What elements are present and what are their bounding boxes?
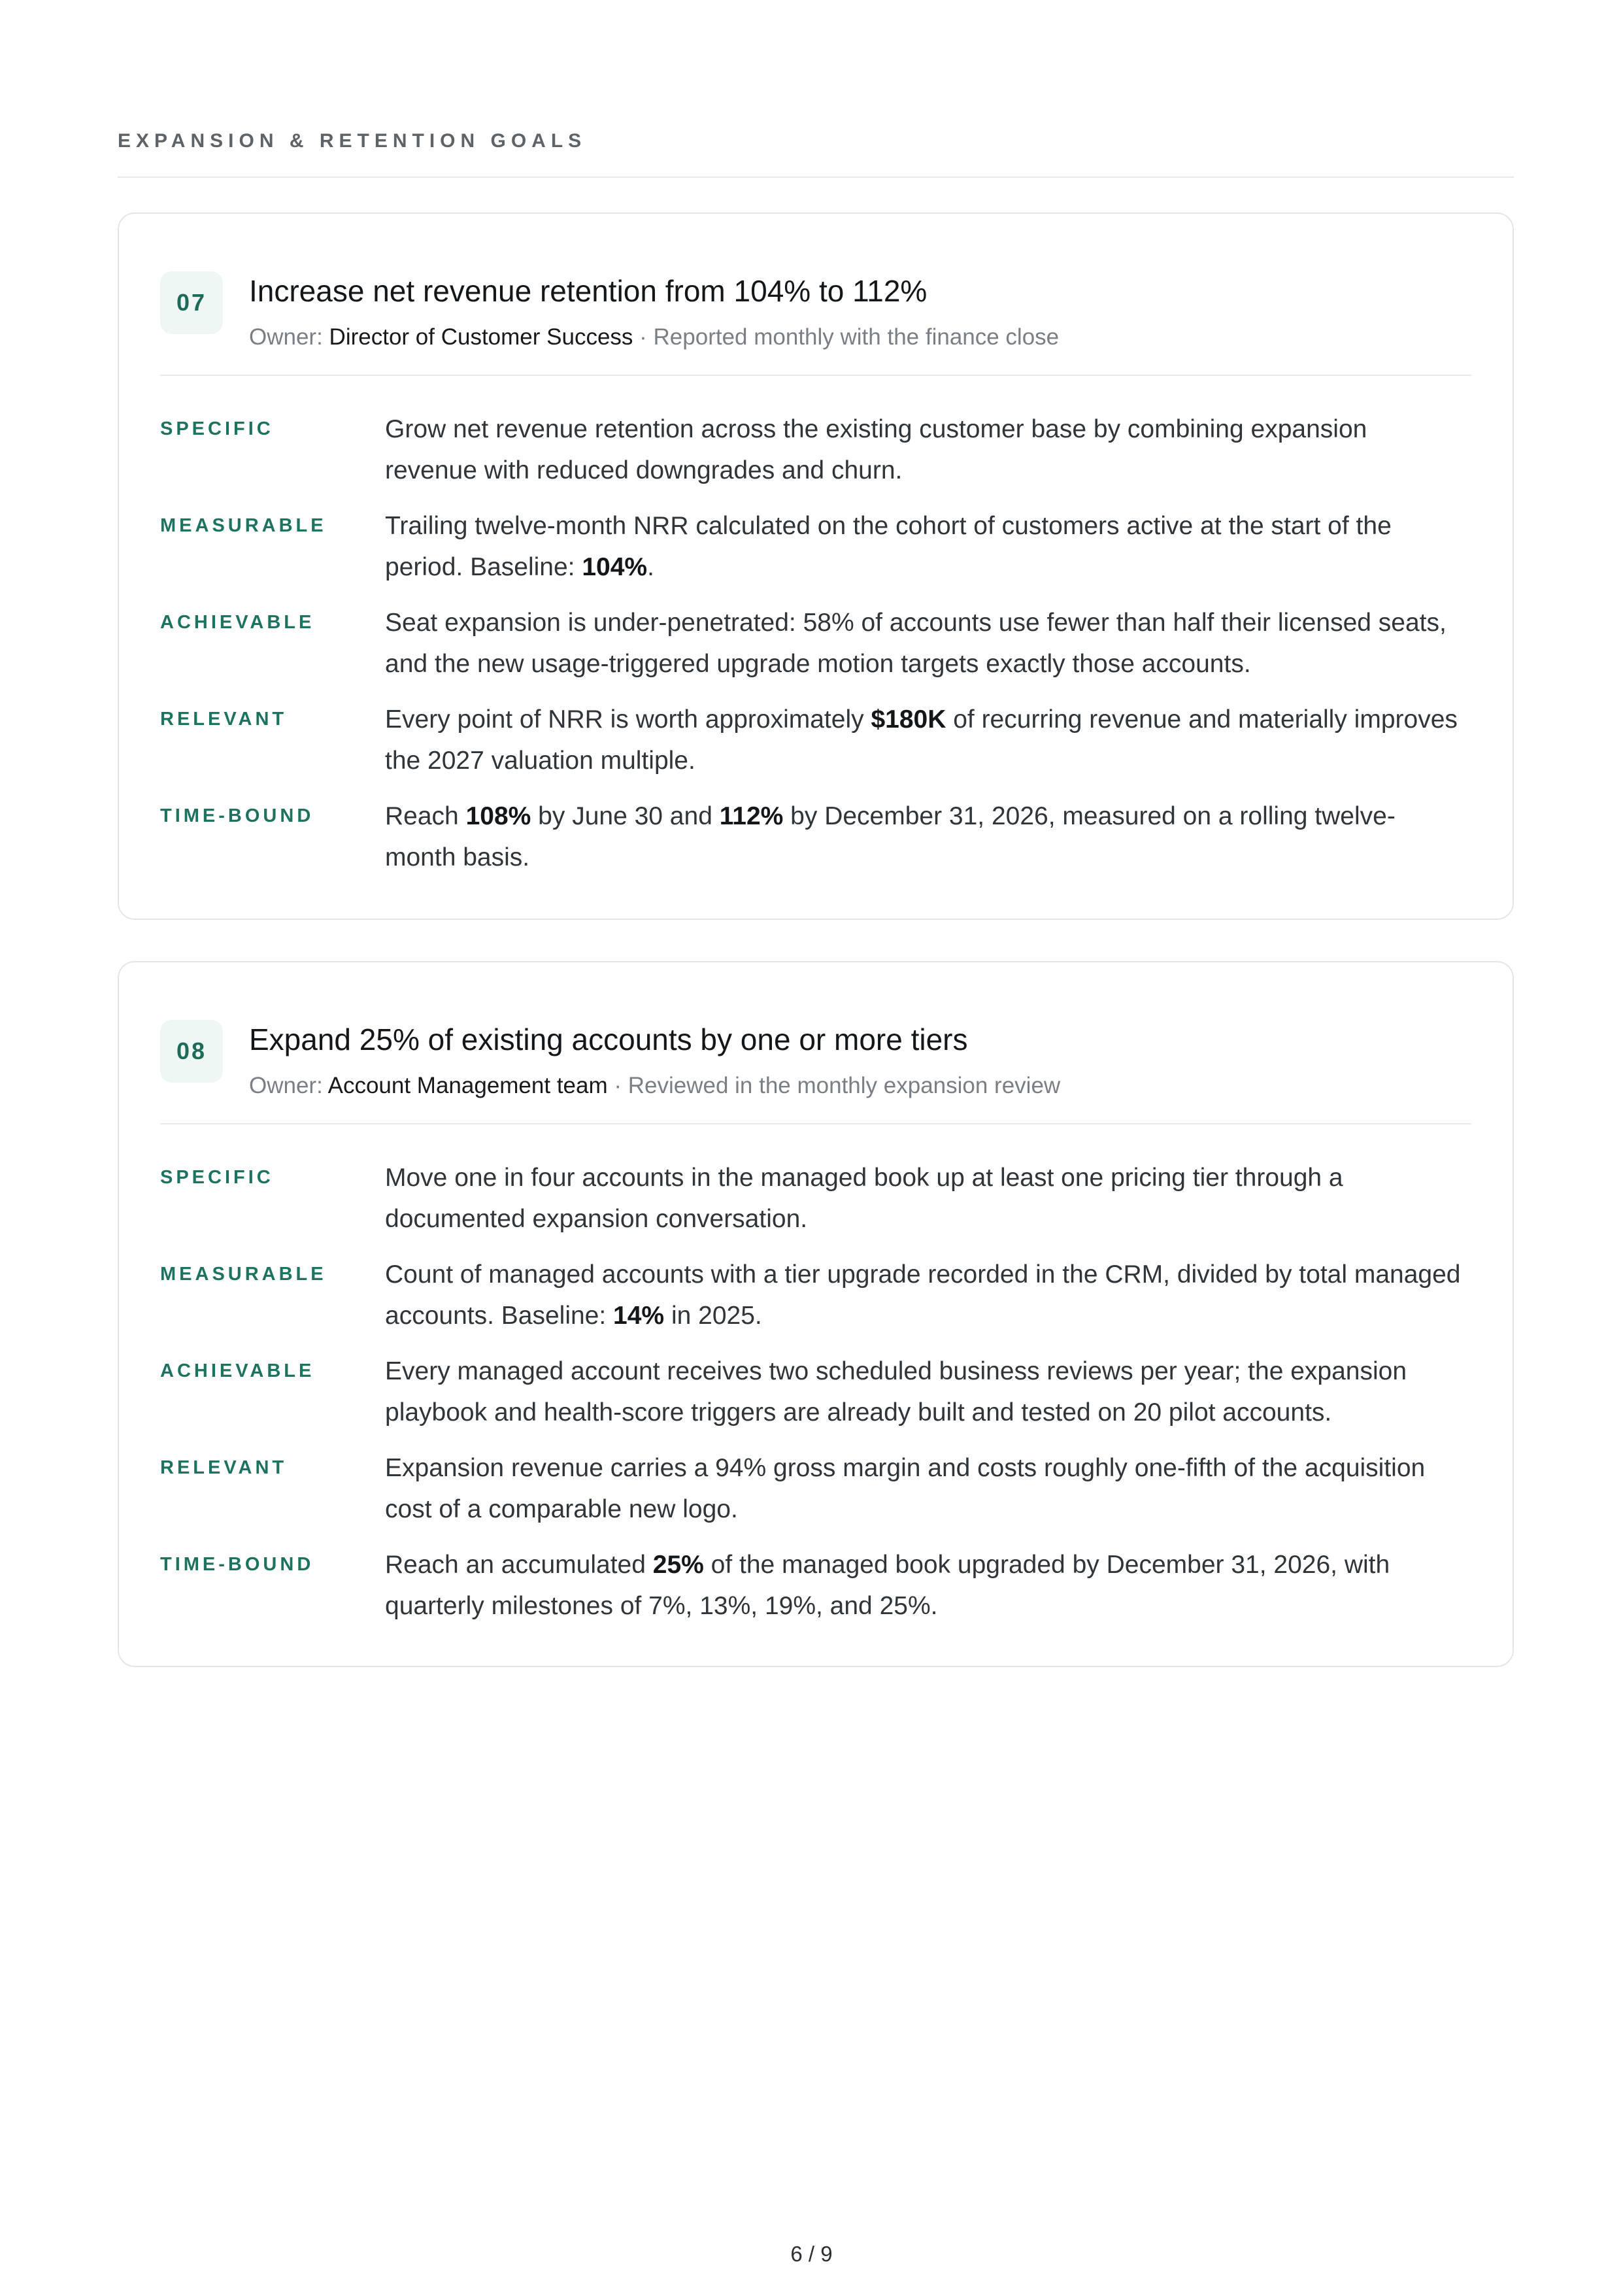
criterion-text: Expansion revenue carries a 94% gross margin and costs roughly one-fifth of the acquisition cost of a comparable new logo. — [385, 1454, 1426, 1523]
criterion-highlight: 104% — [582, 553, 648, 581]
criterion-text — [385, 1544, 1471, 1627]
criterion-text: Move one in four accounts in the managed book up at least one pricing tier through a documented expansion conversation. — [385, 1164, 1343, 1233]
section-header — [118, 128, 1514, 178]
criterion-text-part: Reach — [385, 802, 466, 830]
criterion-text-part: Trailing twelve-month NRR calculated on the cohort of customers active at the start of the period. Baseline: — [385, 512, 1392, 581]
criterion-label: TIME-BOUND — [160, 1554, 314, 1575]
criterion-text-part: by December 31, 2026, measured on a rolling twelve-month basis. — [385, 802, 1396, 871]
criterion-text-part: by June 30 and — [531, 802, 720, 830]
criterion-achievable — [160, 1351, 1471, 1433]
criterion-time-bound — [160, 796, 1471, 878]
criterion-time-bound — [160, 1544, 1471, 1627]
goal-owner-line — [249, 322, 1059, 352]
criterion-text-part: in 2025. — [664, 1302, 762, 1330]
goal-card-header — [160, 1002, 1471, 1124]
criterion-label: SPECIFIC — [160, 1167, 274, 1188]
criterion-highlight: $180K — [871, 705, 946, 734]
criterion-label: ACHIEVABLE — [160, 612, 315, 633]
criterion-label: ACHIEVABLE — [160, 1360, 315, 1381]
criterion-label: RELEVANT — [160, 709, 288, 730]
criterion-text: Grow net revenue retention across the existing customer base by combining expansion revenue with reduced downgrades and churn. — [385, 415, 1367, 484]
criterion-text — [385, 796, 1471, 878]
owner-prefix: Owner: — [249, 1073, 328, 1098]
criterion-label: SPECIFIC — [160, 418, 274, 439]
criterion-label: MEASURABLE — [160, 515, 327, 536]
criterion-measurable — [160, 505, 1471, 588]
page-indicator: 6 / 9 — [790, 2242, 833, 2266]
criterion-measurable — [160, 1254, 1471, 1336]
owner-cadence: · Reviewed in the monthly expansion review — [607, 1073, 1061, 1098]
criterion-text — [385, 505, 1471, 588]
criterion-text-part: of recurring revenue and materially improves the 2027 valuation multiple. — [385, 705, 1458, 775]
criterion-text-part: Count of managed accounts with a tier upgrade recorded in the CRM, divided by total managed accounts. Baseline: — [385, 1260, 1461, 1330]
criterion-text-part: Every point of NRR is worth approximately — [385, 705, 871, 734]
criterion-highlight: 108% — [465, 802, 531, 830]
smart-criteria-list — [160, 409, 1471, 892]
goal-owner-line — [249, 1071, 1060, 1101]
criterion-text-part: of the managed book upgraded by December 31, 2026, with quarterly milestones of 7%, 13%, 19%, and 25%. — [385, 1551, 1390, 1620]
criterion-highlight: 14% — [613, 1302, 665, 1330]
criterion-label: RELEVANT — [160, 1457, 288, 1478]
smart-criteria-list — [160, 1157, 1471, 1641]
owner-name: Account Management team — [327, 1073, 608, 1098]
criterion-relevant — [160, 1447, 1471, 1530]
goal-card-header — [160, 253, 1471, 376]
criterion-achievable — [160, 602, 1471, 684]
criterion-text: Seat expansion is under-penetrated: 58% of accounts use fewer than half their licensed seats, and the new usage-triggered upgrade motion targets exactly those accounts. — [385, 609, 1447, 678]
criterion-specific — [160, 409, 1471, 491]
owner-name: Director of Customer Success — [329, 324, 633, 350]
criterion-highlight: 25% — [652, 1551, 704, 1579]
criterion-relevant — [160, 699, 1471, 781]
criterion-text — [385, 1254, 1471, 1336]
goal-title: Expand 25% of existing accounts by one or more tiers — [249, 1022, 968, 1056]
owner-prefix: Owner: — [249, 324, 329, 350]
criterion-text — [385, 699, 1471, 781]
criterion-label: MEASURABLE — [160, 1264, 327, 1285]
criterion-label: TIME-BOUND — [160, 805, 314, 826]
criterion-text-part: . — [647, 553, 654, 581]
goal-card-08 — [118, 961, 1514, 1667]
goal-card-07 — [118, 212, 1514, 920]
section-title: EXPANSION & RETENTION GOALS — [118, 130, 587, 152]
goal-title: Increase net revenue retention from 104% to 112% — [249, 274, 928, 308]
goal-number-badge: 08 — [160, 1020, 223, 1083]
criterion-text-part: Reach an accumulated — [385, 1551, 653, 1579]
goal-number-badge: 07 — [160, 271, 223, 334]
criterion-text: Every managed account receives two scheduled business reviews per year; the expansion playbook and health-score triggers are already built and tested on 20 pilot accounts. — [385, 1357, 1407, 1427]
criterion-specific — [160, 1157, 1471, 1240]
owner-cadence: · Reported monthly with the finance close — [633, 324, 1060, 350]
criterion-highlight: 112% — [719, 802, 784, 830]
document-page — [118, 0, 1514, 2296]
